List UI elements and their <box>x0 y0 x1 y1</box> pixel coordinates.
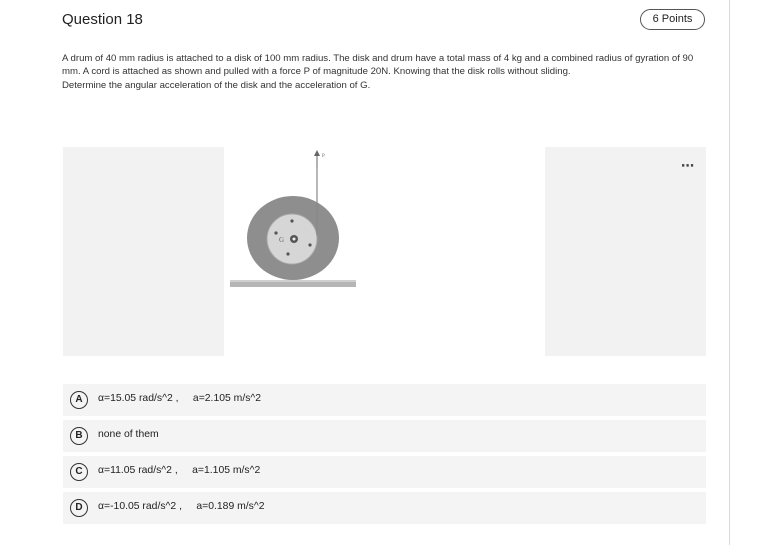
option-letter: B <box>70 427 88 445</box>
option-text: α=11.05 rad/s^2 , a=1.105 m/s^2 <box>98 465 261 476</box>
option-letter: C <box>70 463 88 481</box>
image-panel-right <box>545 147 706 356</box>
points-badge: 6 Points <box>640 9 705 30</box>
option-letter: D <box>70 499 88 517</box>
answer-option-d[interactable] <box>63 492 706 524</box>
force-label: P <box>322 154 325 159</box>
answer-option-c[interactable] <box>63 456 706 488</box>
question-prompt: Determine the angular acceleration of the disk and the acceleration of G. <box>62 79 371 91</box>
image-panel-left <box>63 147 224 356</box>
option-letter: A <box>70 391 88 409</box>
option-text: none of them <box>98 429 159 440</box>
disk-drum-figure <box>228 147 360 297</box>
option-text: α=-10.05 rad/s^2 , a=0.189 m/s^2 <box>98 501 265 512</box>
answer-option-b[interactable] <box>63 420 706 452</box>
question-title: Question 18 <box>62 11 143 28</box>
option-text: α=15.05 rad/s^2 , a=2.105 m/s^2 <box>98 393 262 404</box>
answer-option-a[interactable] <box>63 384 706 416</box>
question-text <box>62 52 712 92</box>
more-options-icon[interactable]: ⋯ <box>681 158 694 173</box>
right-divider <box>729 0 730 545</box>
center-label: G <box>279 236 285 244</box>
question-statement: A drum of 40 mm radius is attached to a disk of 100 mm radius. The disk and drum have a total mass of 4 kg and a combined radius of gyration of 90 mm. A cord is attached as shown and pulled with a force P of magnitude 20N. Knowing that the disk rolls without sliding. <box>62 53 694 78</box>
